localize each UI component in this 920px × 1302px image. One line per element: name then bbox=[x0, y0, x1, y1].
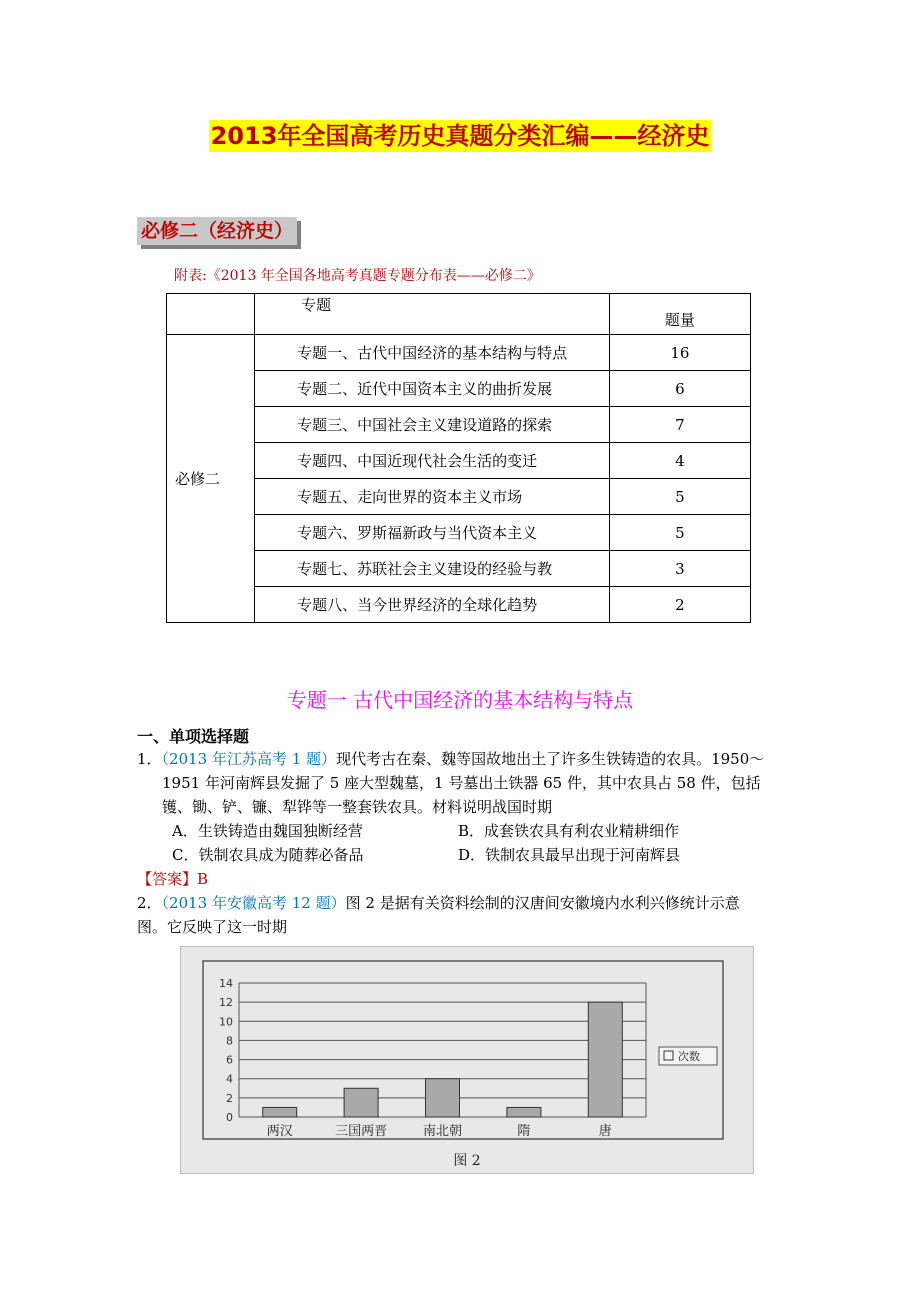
question-type-heading: 一、单项选择题 bbox=[137, 727, 250, 746]
header-topic: 专题 bbox=[255, 294, 610, 335]
bar bbox=[426, 1079, 460, 1117]
count-cell: 16 bbox=[609, 335, 750, 371]
header-count: 题量 bbox=[609, 294, 750, 335]
document-title: 2013年全国高考历史真题分类汇编——经济史 bbox=[210, 122, 710, 150]
y-tick-label: 6 bbox=[226, 1053, 233, 1067]
topic-cell: 专题三、中国社会主义建设道路的探索 bbox=[255, 407, 610, 443]
x-tick-label: 唐 bbox=[598, 1124, 612, 1139]
x-tick-label: 南北朝 bbox=[422, 1124, 463, 1139]
table-row bbox=[167, 515, 751, 551]
option-d: D．铁制农具最早出现于河南辉县 bbox=[458, 846, 681, 864]
table-row bbox=[167, 335, 751, 371]
header-empty-cell bbox=[167, 294, 255, 335]
table-row bbox=[167, 551, 751, 587]
question-1-line-1 bbox=[137, 747, 787, 771]
count-cell: 7 bbox=[609, 407, 750, 443]
topic-cell: 专题二、近代中国资本主义的曲折发展 bbox=[255, 371, 610, 407]
count-cell: 5 bbox=[609, 479, 750, 515]
y-tick-label: 0 bbox=[226, 1111, 233, 1124]
legend-label: 次数 bbox=[678, 1050, 700, 1063]
bar bbox=[263, 1107, 297, 1117]
y-tick-label: 12 bbox=[219, 996, 233, 1010]
question-text: 现代考古在秦、魏等国故地出土了许多生铁铸造的农具。1950～ bbox=[336, 750, 765, 768]
table-header-row bbox=[167, 294, 751, 335]
question-1-line-2: 1951 年河南辉县发掘了 5 座大型魏墓，1 号墓出土铁器 65 件，其中农具占 58 件，包括 bbox=[162, 774, 761, 792]
answer-label: 【答案】 bbox=[137, 870, 198, 888]
bar bbox=[507, 1107, 541, 1117]
option-c: C．铁制农具成为随葬必备品 bbox=[172, 846, 364, 864]
question-number: 1． bbox=[137, 750, 162, 768]
x-tick-label: 两汉 bbox=[266, 1124, 293, 1139]
bar bbox=[344, 1088, 378, 1117]
bar bbox=[588, 1002, 622, 1117]
count-cell: 3 bbox=[609, 551, 750, 587]
table-caption: 附表:《2013 年全国各地高考真题专题分布表——必修二》 bbox=[174, 268, 541, 284]
answer-line bbox=[137, 868, 208, 889]
module-cell: 必修二 bbox=[167, 335, 255, 623]
topic-cell: 专题六、罗斯福新政与当代资本主义 bbox=[255, 515, 610, 551]
y-tick-label: 10 bbox=[219, 1015, 233, 1029]
count-cell: 4 bbox=[609, 443, 750, 479]
question-source: （2013 年江苏高考 1 题） bbox=[161, 750, 337, 768]
chart-caption: 图 2 bbox=[453, 1153, 481, 1169]
question-text: 图 2 是据有关资料绘制的汉唐间安徽境内水利兴修统计示意 bbox=[345, 894, 740, 912]
y-tick-label: 8 bbox=[226, 1034, 233, 1048]
bar-chart bbox=[181, 947, 753, 1173]
topic-cell: 专题五、走向世界的资本主义市场 bbox=[255, 479, 610, 515]
option-a: A．生铁铸造由魏国独断经营 bbox=[172, 822, 363, 840]
table-row bbox=[167, 371, 751, 407]
answer-value: B bbox=[197, 870, 209, 888]
x-tick-label: 隋 bbox=[517, 1124, 531, 1139]
table-row bbox=[167, 443, 751, 479]
topic-cell: 专题八、当今世界经济的全球化趋势 bbox=[255, 587, 610, 623]
section-header: 必修二（经济史） bbox=[137, 217, 297, 245]
count-cell: 5 bbox=[609, 515, 750, 551]
question-2-line-2: 图。它反映了这一时期 bbox=[137, 918, 288, 936]
question-1-line-3: 镬、锄、铲、镰、犁铧等一整套铁农具。材料说明战国时期 bbox=[162, 798, 553, 816]
y-tick-label: 14 bbox=[219, 977, 233, 990]
question-source: （2013 年安徽高考 12 题） bbox=[161, 894, 346, 912]
topic-title: 专题一 古代中国经济的基本结构与特点 bbox=[286, 688, 634, 712]
topic-cell: 专题一、古代中国经济的基本结构与特点 bbox=[255, 335, 610, 371]
topic-cell: 专题七、苏联社会主义建设的经验与教 bbox=[255, 551, 610, 587]
title-wrapper bbox=[0, 120, 920, 152]
x-tick-label: 三国两晋 bbox=[335, 1124, 388, 1139]
table-row bbox=[167, 407, 751, 443]
y-tick-label: 2 bbox=[226, 1091, 233, 1105]
count-cell: 2 bbox=[609, 587, 750, 623]
distribution-table bbox=[166, 293, 751, 623]
table-row bbox=[167, 587, 751, 623]
table-row bbox=[167, 479, 751, 515]
y-tick-label: 4 bbox=[226, 1072, 233, 1086]
topic-cell: 专题四、中国近现代社会生活的变迁 bbox=[255, 443, 610, 479]
count-cell: 6 bbox=[609, 371, 750, 407]
option-b: B．成套铁农具有利农业精耕细作 bbox=[458, 822, 680, 840]
question-2-line-1 bbox=[137, 891, 787, 915]
chart-figure bbox=[180, 946, 754, 1174]
question-number: 2． bbox=[137, 894, 162, 912]
